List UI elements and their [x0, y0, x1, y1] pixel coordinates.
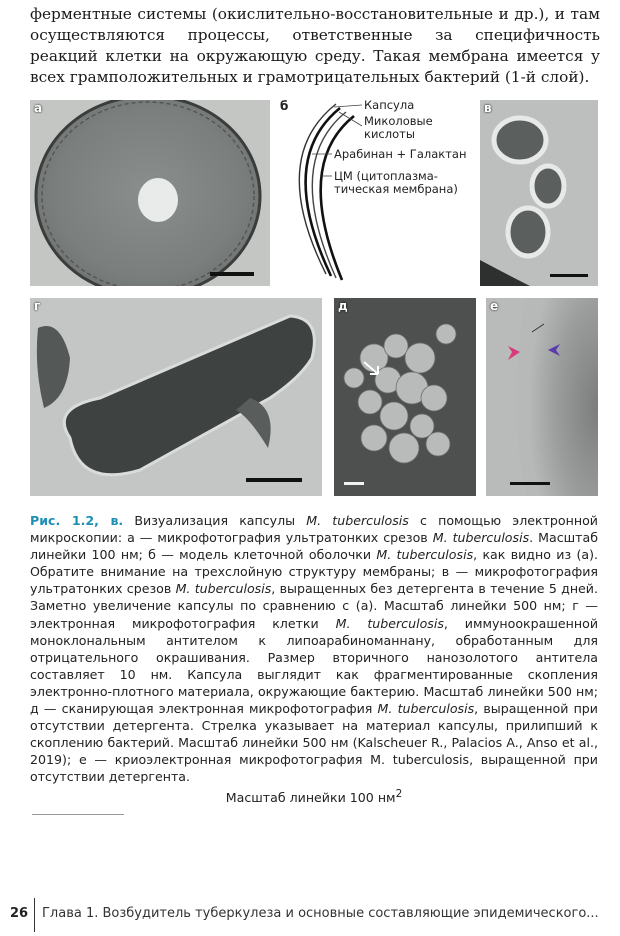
caption-species: M. tuberculosis: [376, 547, 474, 563]
panel-d-label: д: [338, 299, 348, 313]
caption-species: M. tuberculosis: [175, 581, 272, 597]
caption-text: , выращенной при отсутствии детергента. Стрелка указывает на материал капсулы, прилипший к скоплению бактерий. Масштаб линейки 500 нм (Kalscheuer R., Palacios A., Anso et al., 2019); е — криоэлектронная микрофотография M. tuberculosis, выращенной при отсутствии детергента.: [30, 701, 598, 785]
diagram-label-cm-1: ЦМ (цитоплазма-: [334, 169, 438, 183]
footer-divider: [34, 898, 35, 932]
caption-text: , выращенных без детергента в течение 5 дней. Заметно увеличение капсулы по сравнению с (а). Масштаб линейки 500 нм; г — электронная микрофотография клетки: [30, 581, 598, 631]
caption-footnote-mark: 2: [395, 787, 403, 800]
running-title: Глава 1. Возбудитель туберкулеза и основные составляющие эпидемического...: [42, 906, 599, 921]
diagram-label-mycolic-2: кислоты: [364, 127, 415, 141]
caption-species: M. tuberculosis: [377, 701, 475, 717]
caption-text: с помощью электронной микроскопии: а — микрофотография ультратонких срезов: [30, 513, 598, 546]
caption-species: M. tuberculosis: [432, 530, 530, 546]
footnote-separator: [32, 814, 124, 815]
page-number: 26: [10, 906, 29, 921]
caption-heading: Рис. 1.2, в.: [30, 513, 124, 528]
caption-last-line: [30, 786, 598, 806]
panel-b-label: б: [280, 99, 289, 113]
panel-d-micrograph: [334, 298, 476, 496]
caption-text: . Масштаб линейки 100 нм; б — модель клеточной оболочки: [30, 530, 598, 563]
caption-text: , иммуноокрашенной моноклональным антителом к липоарабиноманнану, обработанным для отрицательного окрашивания. Размер вторичного нанозолотого антитела составляет 10 нм. Капсула выглядит как фрагментированные скопления электронно-плотного материала, окружающие бактерию. Масштаб линейки 500 нм; д — сканирующая электронная микрофотография: [30, 615, 598, 717]
intro-paragraph: [30, 4, 600, 88]
intro-text: ферментные системы (окислительно-восстановительные и др.), и там осуществляются процессы, ответственные за специфичность реакций клетки на окружающую среду. Такая мембрана имеется у всех грамположительных и грамотрицательных бактерий (1-й слой).: [30, 5, 600, 86]
caption-scale-text: Масштаб линейки 100 нм: [225, 789, 396, 805]
diagram-label-mycolic-1: Миколовые: [364, 114, 433, 128]
diagram-label-capsule: Капсула: [364, 98, 415, 112]
panel-g-label: г: [34, 299, 41, 313]
figure-caption: [30, 512, 598, 806]
caption-text: Визуализация капсулы: [123, 513, 307, 528]
caption-species: M. tuberculosis: [335, 615, 444, 631]
caption-text: , как видно из (а). Обратите внимание на трехслойную структуру мембраны; в — микрофотография ультратонких срезов: [30, 547, 598, 597]
diagram-label-arabinan: Арабинан + Галактан: [334, 147, 467, 161]
diagram-label-cm-2: тическая мембрана): [334, 182, 458, 196]
panel-a-micrograph: [30, 100, 270, 286]
caption-species: M. tuberculosis: [306, 513, 409, 528]
panel-v-label: в: [484, 101, 492, 115]
panel-v-micrograph: [480, 100, 598, 286]
panel-e-micrograph: [486, 298, 598, 496]
panel-g-micrograph: [30, 298, 322, 496]
panel-e-label: е: [490, 299, 499, 313]
panel-a-label: а: [34, 101, 43, 115]
panel-b-cell-envelope-diagram: [276, 98, 476, 290]
